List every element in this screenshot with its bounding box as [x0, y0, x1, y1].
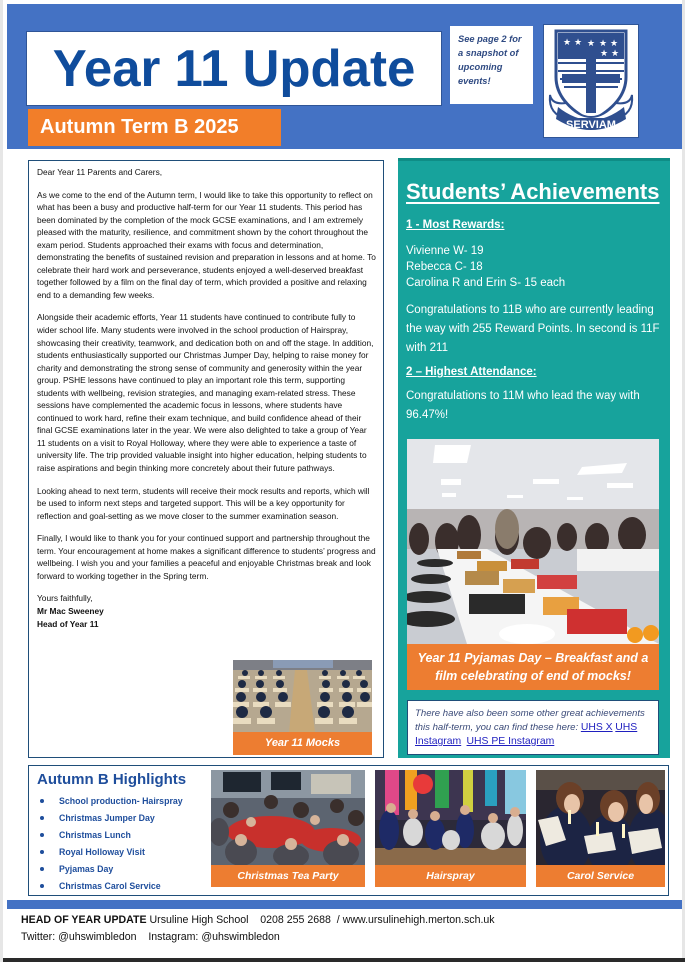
bullet-icon [40, 850, 44, 854]
signature-name: Mr Mac Sweeney [37, 605, 104, 616]
svg-text:SERVIAM: SERVIAM [566, 119, 616, 131]
footer [21, 912, 495, 946]
highlights-title: Autumn B Highlights [37, 771, 187, 788]
attendance-heading: 2 – Highest Attendance: [406, 366, 537, 378]
highlight-label: School production- Hairspray [59, 795, 183, 806]
link-uhs-x[interactable]: UHS X [580, 722, 613, 733]
svg-text:★: ★ [611, 49, 620, 59]
letter-panel [28, 160, 384, 758]
bottom-strip [3, 958, 685, 962]
highlight-label: Pyjamas Day [59, 863, 114, 874]
svg-text:★: ★ [587, 39, 596, 49]
signature-block [37, 592, 377, 630]
achievements-title: Students’ Achievements [406, 179, 660, 204]
most-rewards-heading: 1 - Most Rewards: [406, 219, 505, 231]
bullet-icon [40, 816, 44, 820]
crest-icon [544, 25, 638, 137]
hairspray-photo [375, 770, 526, 865]
signature-role: Head of Year 11 [37, 618, 99, 629]
highlight-label: Royal Holloway Visit [59, 846, 145, 857]
achievements-panel [398, 158, 670, 758]
link-uhs-instagram[interactable]: UHS Instagram [415, 722, 638, 747]
highlight-item [37, 877, 183, 894]
highlight-label: Christmas Jumper Day [59, 812, 155, 823]
highlight-item [37, 860, 183, 877]
mocks-photo [233, 660, 372, 732]
letter-paragraph: Looking ahead to next term, students will receive their mock results and reports, which will be used to inform next steps and targeted support. This will be a key opportunity for reflection and goal-setting as we move closer to the summer examination season. [37, 485, 370, 521]
svg-text:★: ★ [563, 38, 572, 48]
svg-text:★: ★ [600, 49, 609, 59]
rewards-list [406, 243, 662, 291]
svg-text:★: ★ [599, 39, 608, 49]
carol-service-photo [536, 770, 665, 865]
carol-service-caption: Carol Service [536, 865, 665, 887]
bullet-icon [40, 867, 44, 871]
upcoming-events-note [450, 26, 533, 104]
bullet-icon [40, 833, 44, 837]
term-badge [28, 109, 281, 146]
highlights-panel [28, 765, 669, 896]
attendance-text: Congratulations to 11M who lead the way with 96.47%! [406, 390, 640, 421]
highlight-label: Christmas Lunch [59, 829, 131, 840]
pyjamas-day-photo [407, 439, 659, 644]
term-label: Autumn Term B 2025 [40, 116, 239, 138]
letter-paragraph: Finally, I would like to thank you for your continued support and partnership throughout the term. Your encouragement at home makes a significant difference to students’ progress and wellbeing. I wish you and your families a peaceful and enjoyable Christmas break and look forward to working together in the Spring term. [37, 533, 376, 581]
highlight-item [37, 826, 183, 843]
tea-party-caption: Christmas Tea Party [211, 865, 365, 887]
footer-social: Twitter: @uhswimbledon Instagram: @uhswimbledon [21, 931, 280, 943]
reward-item: Rebecca C- 18 [406, 261, 483, 273]
signoff: Yours faithfully, [37, 593, 93, 604]
footer-contact: Ursuline High School 0208 255 2688 / www.ursulinehigh.merton.sch.uk [149, 914, 495, 926]
letter-paragraph: As we come to the end of the Autumn term, I would like to take this opportunity to reflect on what has been a busy and productive half-term for our Year 11 students. This period has been dominated by the completion of the mock GCSE examinations, and I am extremely pleased with the maturity, resilience, and commitment shown by the cohort throughout the exam period. Students approached their exams with focus and determination, demonstrating the benefits of sustained revision and preparation in lessons and at home. To celebrate their hard work and perseverance, students enjoyed a well-deserved breakfast together followed by a film on the final day of term, which provided a positive and relaxing end to a demanding few weeks. [37, 189, 376, 300]
links-intro: There have also been some other great achievements this half-term, you can find these here: [415, 708, 645, 733]
tea-party-photo [211, 770, 365, 865]
svg-text:★: ★ [610, 39, 619, 49]
reward-item: Vivienne W- 19 [406, 245, 484, 257]
footer-bar [7, 900, 682, 909]
rewards-text: Congratulations to 11B who are currently leading the way with 255 Reward Points. In second is 11F with 211 [406, 304, 660, 354]
letter-paragraph: Alongside their academic efforts, Year 11 students have continued to contribute fully to wider school life. Many students were involved in the school production of Hairspray, showcasing their creativity, teamwork, and dedication both on and off the stage. In addition, students enthusiastically supported our Christmas Jumper Day, helping to raise money for charity and demonstrating the strong sense of community and generosity within the year group. PSHE lessons have continued to play an important role this term, supporting students with wellbeing, revision strategies, and managing exam-related stress. These sessions have complemented the academic focus in lessons, where students have continued to work hard, refine their exam technique, and build confidence ahead of their final GCSE examinations later in the year. We were also delighted to take a group of Year 11 students on a visit to Royal Holloway, where they were able to experience a taste of university life. The trip provided valuable insight into higher education, helping students to raise aspirations and begin thinking more concretely about their future pathways. [37, 312, 374, 474]
footer-line-1 [21, 912, 495, 929]
mocks-photo-caption: Year 11 Mocks [233, 732, 372, 755]
school-crest [543, 24, 639, 138]
svg-text:★: ★ [574, 38, 583, 48]
highlight-item [37, 792, 183, 809]
other-achievements-box [407, 700, 659, 755]
highlight-item [37, 843, 183, 860]
letter-greeting: Dear Year 11 Parents and Carers, [37, 167, 163, 177]
page-title: Year 11 Update [52, 39, 416, 98]
pyjamas-day-caption: Year 11 Pyjamas Day – Breakfast and a film celebrating of end of mocks! [407, 644, 659, 690]
highlight-label: Christmas Carol Service [59, 880, 161, 891]
reward-item: Carolina R and Erin S- 15 each [406, 277, 566, 289]
bullet-icon [40, 884, 44, 888]
highlight-item [37, 809, 183, 826]
bullet-icon [40, 799, 44, 803]
link-uhs-pe-instagram[interactable]: UHS PE Instagram [466, 736, 555, 747]
footer-label: HEAD OF YEAR UPDATE [21, 914, 147, 926]
hairspray-caption: Hairspray [375, 865, 526, 887]
highlights-list [37, 792, 183, 894]
title-box [26, 31, 442, 106]
note-text: See page 2 for a snapshot of upcoming events! [458, 34, 522, 86]
header-banner [7, 4, 682, 149]
